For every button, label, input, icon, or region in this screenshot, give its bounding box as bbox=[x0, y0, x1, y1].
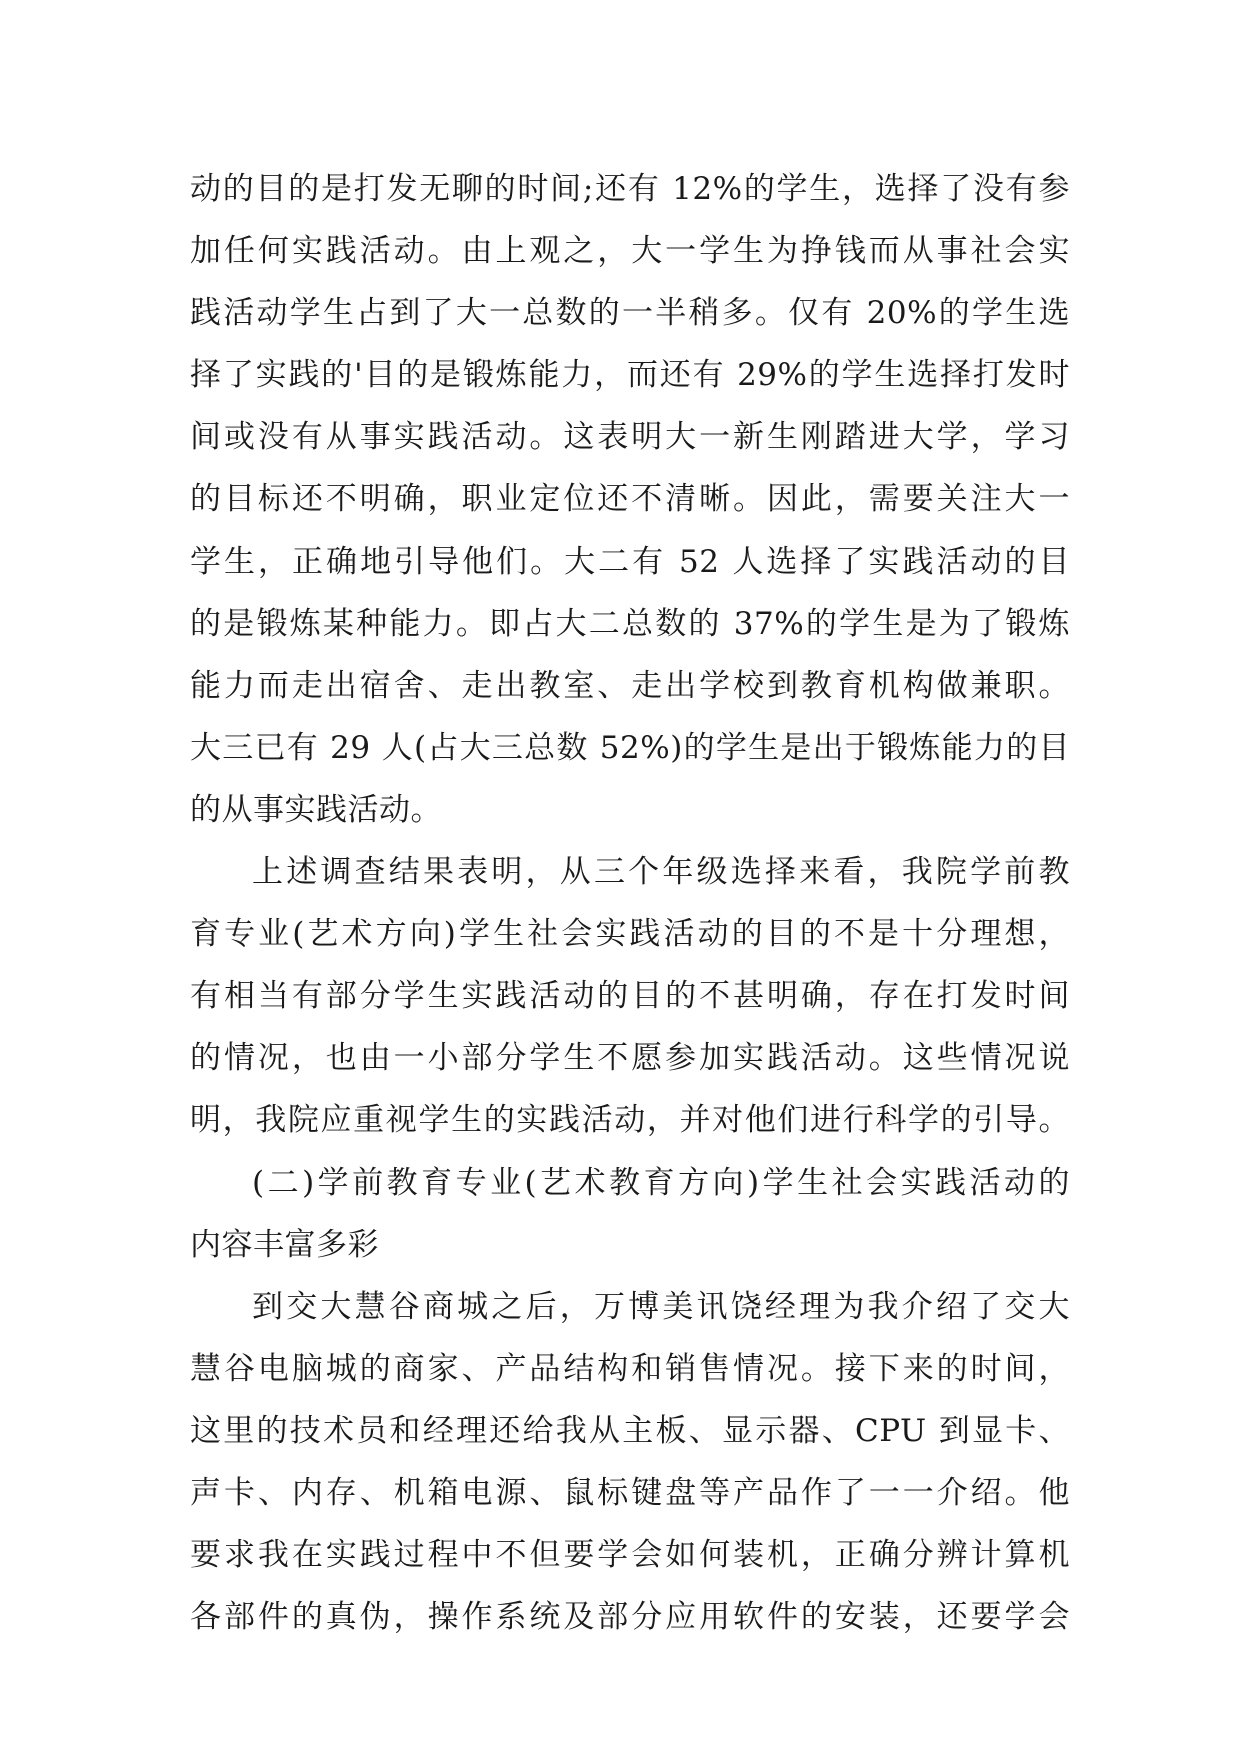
paragraph-first-line: 上述调查结果表明，从三个年级选择来看，我院学前教 bbox=[252, 854, 1070, 891]
text-line: 践活动学生占到了大一总数的一半稍多。仅有 20%的学生选 bbox=[190, 295, 1070, 332]
text-line: 要求我在实践过程中不但要学会如何装机，正确分辨计算机 bbox=[190, 1537, 1070, 1574]
text-line: 加任何实践活动。由上观之，大一学生为挣钱而从事社会实 bbox=[190, 233, 1070, 270]
text-line: 大三已有 29 人(占大三总数 52%)的学生是出于锻炼能力的目 bbox=[190, 729, 1070, 766]
text-line: 的目标还不明确，职业定位还不清晰。因此，需要关注大一 bbox=[190, 481, 1070, 518]
text-line: 择了实践的'目的是锻炼能力，而还有 29%的学生选择打发时 bbox=[190, 357, 1070, 394]
text-line: 的情况，也由一小部分学生不愿参加实践活动。这些情况说 bbox=[190, 1040, 1070, 1077]
paragraph-first-line: 到交大慧谷商城之后，万博美讯饶经理为我介绍了交大 bbox=[252, 1288, 1070, 1325]
section-heading: (二)学前教育专业(艺术教育方向)学生社会实践活动的 bbox=[252, 1164, 1070, 1201]
text-line: 学生，正确地引导他们。大二有 52 人选择了实践活动的目 bbox=[190, 543, 1070, 580]
text-line: 声卡、内存、机箱电源、鼠标键盘等产品作了一一介绍。他 bbox=[190, 1474, 1070, 1511]
text-line: 的是锻炼某种能力。即占大二总数的 37%的学生是为了锻炼 bbox=[190, 605, 1070, 642]
text-line: 慧谷电脑城的商家、产品结构和销售情况。接下来的时间， bbox=[190, 1350, 1070, 1387]
text-line: 动的目的是打发无聊的时间;还有 12%的学生，选择了没有参 bbox=[190, 171, 1070, 207]
text-line: 明，我院应重视学生的实践活动，并对他们进行科学的引导。 bbox=[190, 1102, 1070, 1139]
text-line: 育专业(艺术方向)学生社会实践活动的目的不是十分理想， bbox=[190, 916, 1070, 953]
text-line: 这里的技术员和经理还给我从主板、显示器、CPU 到显卡、 bbox=[190, 1412, 1070, 1449]
text-line: 各部件的真伪，操作系统及部分应用软件的安装，还要学会 bbox=[190, 1599, 1070, 1636]
text-line: 间或没有从事实践活动。这表明大一新生刚踏进大学，学习 bbox=[190, 419, 1070, 456]
text-line: 有相当有部分学生实践活动的目的不甚明确，存在打发时间 bbox=[190, 978, 1070, 1015]
section-heading-continued: 内容丰富多彩 bbox=[190, 1226, 379, 1263]
text-line: 的从事实践活动。 bbox=[190, 791, 442, 828]
body-text bbox=[190, 158, 1070, 1648]
text-line: 能力而走出宿舍、走出教室、走出学校到教育机构做兼职。 bbox=[190, 667, 1070, 704]
